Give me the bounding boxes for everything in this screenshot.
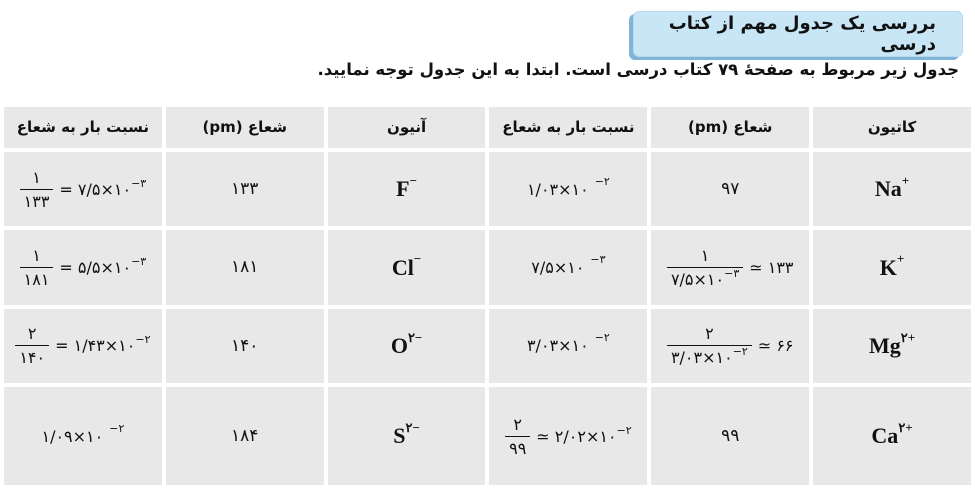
- ion-formula: [879, 251, 905, 280]
- result-value: = ۱/۴۳×۱۰: [55, 336, 136, 356]
- fraction-denominator: [20, 189, 54, 211]
- cation-radius-cell: [651, 152, 809, 226]
- fraction: [505, 415, 530, 458]
- ion-formula: [868, 329, 916, 359]
- section-title-box: [633, 11, 963, 57]
- fraction-denominator: [15, 345, 49, 367]
- math-expression: [20, 246, 147, 289]
- anion-cell: [328, 309, 486, 383]
- cation-ratio-cell: [489, 230, 647, 304]
- anion-radius-cell: [166, 309, 324, 383]
- ion-symbol: Na: [874, 176, 902, 202]
- anion-radius-cell: [166, 387, 324, 485]
- ion-table: [0, 103, 975, 489]
- cation-ratio-cell: [489, 309, 647, 383]
- fraction-denominator: [505, 436, 530, 458]
- result-value: ≃ ۲/۰۲×۱۰: [536, 426, 617, 446]
- anion-radius-cell: [166, 230, 324, 304]
- math-expression: [667, 246, 794, 289]
- ion-charge: −: [409, 172, 417, 188]
- ion-charge: +: [896, 251, 905, 267]
- table-row: [4, 387, 971, 485]
- expression-result: [749, 258, 793, 277]
- fraction-numerator: ۱: [700, 245, 710, 265]
- denominator-exponent: −۳: [724, 266, 740, 280]
- fraction: [667, 324, 752, 367]
- result-value: = ۷/۵×۱۰: [59, 179, 132, 199]
- ion-symbol: F: [396, 176, 410, 202]
- ion-symbol: Ca: [871, 423, 899, 449]
- ion-symbol: Mg: [868, 333, 901, 359]
- table-row: [4, 230, 971, 304]
- math-expression: [531, 252, 606, 277]
- cation-radius-cell: [651, 387, 809, 485]
- anion-radius-value: ۱۸۴: [231, 426, 259, 447]
- ratio-exponent: −۲: [594, 331, 610, 345]
- cation-cell: [813, 152, 971, 226]
- fraction-denominator: [667, 345, 752, 367]
- anion-ratio-cell: [4, 309, 162, 383]
- ion-formula: [393, 419, 420, 449]
- ion-charge: ۲−: [407, 329, 423, 345]
- fraction-denominator: [20, 267, 54, 289]
- cation-cell: [813, 309, 971, 383]
- result-exponent: −۲: [616, 423, 632, 437]
- denominator-exponent: −۲: [732, 345, 748, 359]
- denominator-value: ۱۸۱: [23, 269, 50, 289]
- ratio-value: ۱/۰۹×۱۰: [41, 426, 104, 446]
- ion-symbol: S: [393, 423, 406, 449]
- denominator-value: ۷/۵×۱۰: [670, 269, 725, 289]
- anion-ratio-cell: [4, 387, 162, 485]
- fraction-denominator: [667, 267, 743, 289]
- ion-formula: [396, 172, 417, 202]
- cation-ratio-cell: [489, 387, 647, 485]
- header-anion-radius: شعاع (pm): [166, 107, 324, 148]
- anion-radius-cell: [166, 152, 324, 226]
- ratio-exponent: −۲: [109, 421, 125, 435]
- math-expression: [41, 421, 125, 446]
- anion-cell: [328, 152, 486, 226]
- ion-charge: +: [901, 172, 910, 188]
- ion-symbol: K: [879, 254, 897, 280]
- anion-radius-value: ۱۸۱: [231, 257, 259, 278]
- result-exponent: −۳: [131, 254, 147, 268]
- fraction: [15, 324, 49, 367]
- header-anion-ratio: نسبت بار به شعاع: [4, 107, 162, 148]
- ion-charge: −: [413, 251, 422, 267]
- anion-radius-value: ۱۴۰: [231, 335, 259, 356]
- math-expression: [526, 174, 610, 199]
- ion-formula: [871, 419, 913, 449]
- fraction: [667, 246, 743, 289]
- expression-result: [55, 333, 151, 356]
- ion-charge: ۲+: [900, 329, 916, 345]
- header-anion: آنیون: [328, 107, 486, 148]
- denominator-value: ۱۴۰: [19, 348, 46, 368]
- expression-result: [59, 176, 147, 199]
- ratio-value: ۷/۵×۱۰: [531, 257, 585, 277]
- intro-text: جدول زیر مربوط به صفحهٔ ۷۹ کتاب درسی است. ابتدا به این جدول توجه نمایید.: [317, 60, 959, 79]
- fraction: [20, 168, 54, 211]
- fraction-numerator: ۲: [513, 414, 522, 434]
- expression-result: [758, 336, 794, 355]
- table-header-row: [4, 107, 971, 148]
- anion-radius-value: ۱۳۳: [231, 179, 259, 199]
- ion-symbol: O: [390, 333, 408, 359]
- radius-value: ۹۷: [721, 179, 740, 199]
- ratio-value: ۳/۰۳×۱۰: [526, 336, 589, 356]
- expression-result: [59, 254, 147, 277]
- result-value: ≃ ۶۶: [757, 336, 794, 356]
- ion-formula: [391, 251, 422, 280]
- fraction-numerator: ۲: [27, 324, 37, 344]
- ratio-exponent: −۳: [590, 252, 606, 266]
- denominator-value: ۱۳۳: [23, 191, 50, 211]
- section-title: بررسی یک جدول مهم از کتاب درسی: [668, 13, 936, 55]
- math-expression: [667, 324, 794, 367]
- cation-cell: [813, 387, 971, 485]
- result-exponent: −۳: [131, 176, 147, 190]
- anion-cell: [328, 230, 486, 304]
- math-expression: [526, 331, 610, 356]
- cation-cell: [813, 230, 971, 304]
- anion-cell: [328, 387, 486, 485]
- ion-charge: ۲−: [405, 419, 420, 435]
- cation-radius-cell: [651, 230, 809, 304]
- fraction-numerator: ۲: [705, 324, 714, 344]
- radius-value: ۹۹: [721, 426, 740, 447]
- anion-ratio-cell: [4, 230, 162, 304]
- header-cation: کاتیون: [813, 107, 971, 148]
- cation-ratio-cell: [489, 152, 647, 226]
- ion-symbol: Cl: [391, 254, 414, 280]
- cation-radius-cell: [651, 309, 809, 383]
- math-expression: [505, 415, 632, 458]
- math-expression: [20, 168, 147, 211]
- table-row: [4, 309, 971, 383]
- header-cation-ratio: نسبت بار به شعاع: [489, 107, 647, 148]
- fraction-numerator: ۱: [32, 167, 41, 187]
- fraction-numerator: ۱: [32, 245, 41, 265]
- table-row: [4, 152, 971, 226]
- ratio-exponent: −۲: [594, 174, 610, 188]
- result-value: = ۵/۵×۱۰: [59, 257, 132, 277]
- denominator-value: ۹۹: [509, 438, 527, 458]
- expression-result: [536, 423, 632, 446]
- ion-formula: [390, 329, 423, 359]
- anion-ratio-cell: [4, 152, 162, 226]
- ion-formula: [874, 172, 910, 202]
- denominator-value: ۳/۰۳×۱۰: [670, 348, 733, 368]
- result-exponent: −۲: [135, 333, 151, 347]
- header-cation-radius: شعاع (pm): [651, 107, 809, 148]
- ion-charge: ۲+: [898, 419, 913, 435]
- result-value: ≃ ۱۳۳: [749, 257, 794, 277]
- math-expression: [15, 324, 150, 367]
- fraction: [20, 246, 54, 289]
- ratio-value: ۱/۰۳×۱۰: [526, 179, 589, 199]
